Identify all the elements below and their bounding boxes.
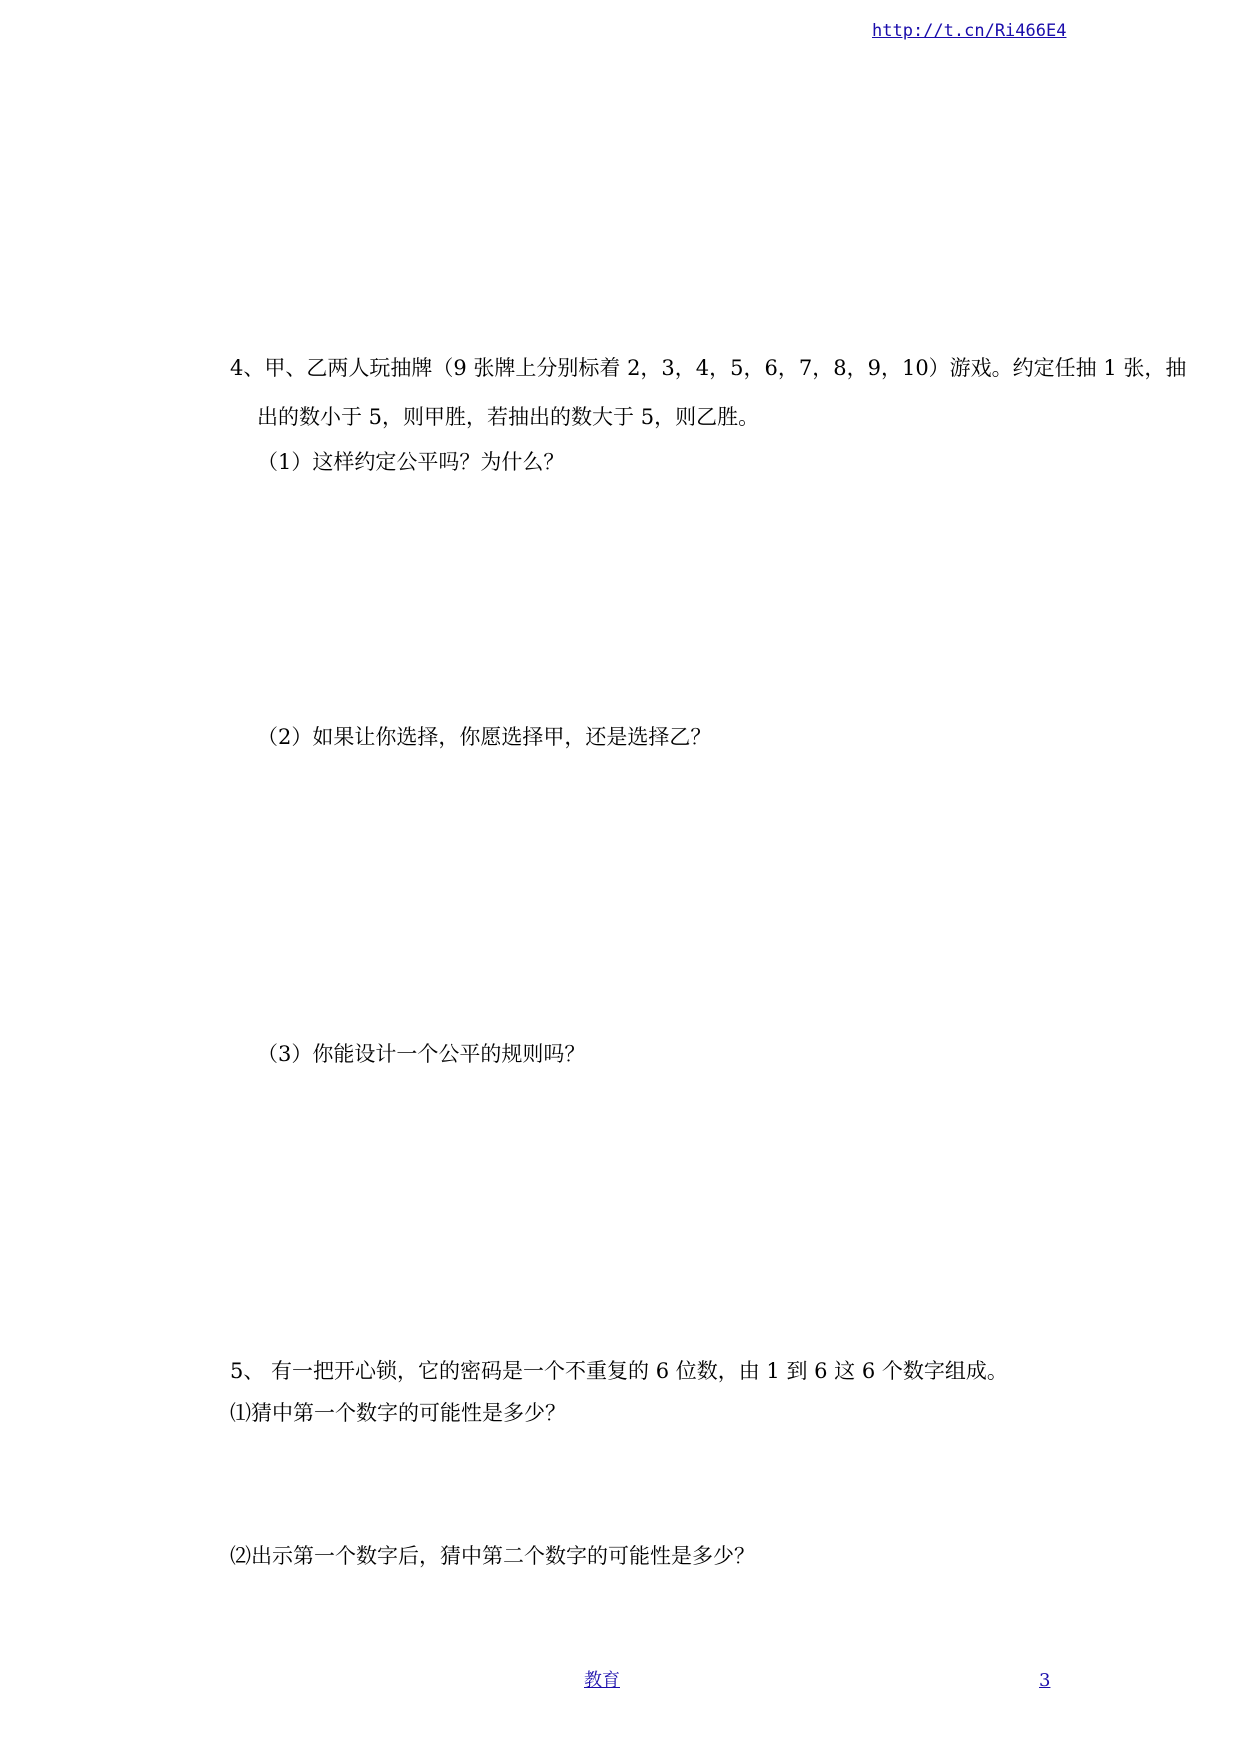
question-4-subquestion-2: （2）如果让你选择，你愿选择甲，还是选择乙？ <box>257 725 712 749</box>
header-short-link[interactable]: http://t.cn/Ri466E4 <box>872 21 1067 41</box>
question-4-stem-line-1: 4、甲、乙两人玩抽牌（9 张牌上分别标着 2，3，4，5，6，7，8，9，10）游戏。约定任抽 1 张，抽 <box>230 356 1187 380</box>
question-5-subquestion-1: ⑴猜中第一个数字的可能性是多少？ <box>230 1401 566 1425</box>
question-4-subquestion-3: （3）你能设计一个公平的规则吗？ <box>257 1042 586 1066</box>
question-4-subquestion-1: （1）这样约定公平吗？为什么？ <box>257 450 565 474</box>
question-4-stem-line-2: 出的数小于 5，则甲胜，若抽出的数大于 5，则乙胜。 <box>257 405 760 429</box>
page-number-link[interactable]: 3 <box>1039 1670 1051 1691</box>
question-5-stem: 5、 有一把开心锁，它的密码是一个不重复的 6 位数，由 1 到 6 这 6 个数字组成。 <box>230 1359 1008 1383</box>
footer-center-link[interactable]: 教育 <box>584 1670 620 1691</box>
question-5-subquestion-2: ⑵出示第一个数字后，猜中第二个数字的可能性是多少？ <box>230 1544 755 1568</box>
